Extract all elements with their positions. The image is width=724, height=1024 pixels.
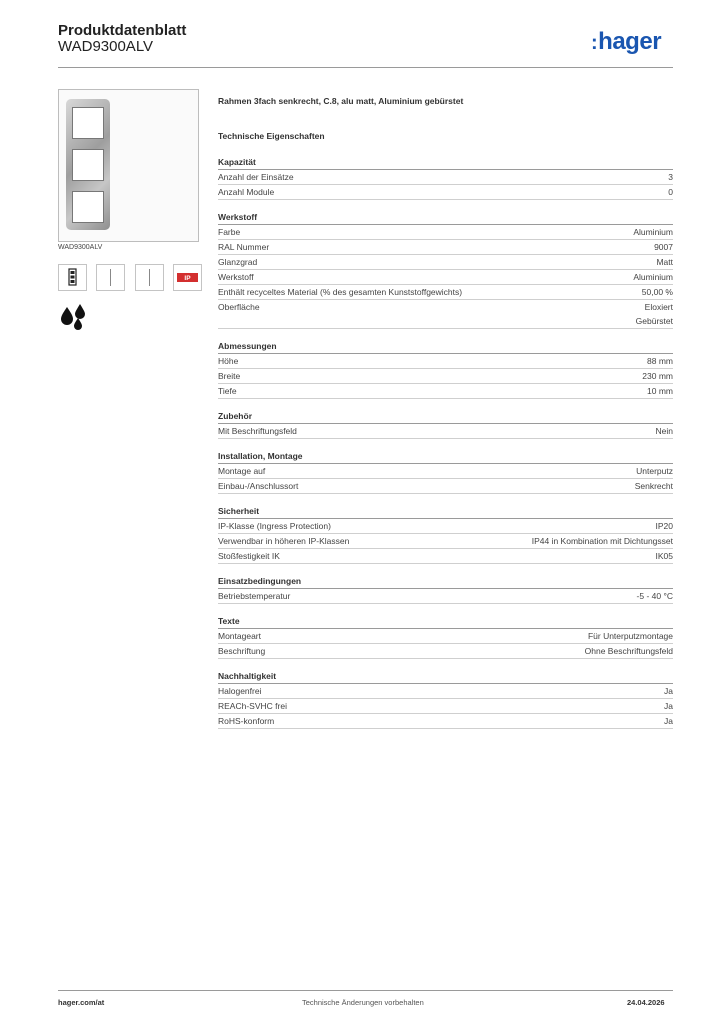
ip-rating-icon bbox=[173, 264, 202, 291]
ip-badge-text: IP bbox=[184, 275, 191, 282]
footer-website[interactable]: hager.com/at bbox=[58, 998, 105, 1007]
spec-label: Anzahl der Einsätze bbox=[218, 172, 294, 182]
section-title: Installation, Montage bbox=[218, 450, 673, 464]
spec-row bbox=[218, 225, 673, 240]
spec-value-line: Matt bbox=[656, 257, 673, 267]
spec-value-line: IP20 bbox=[655, 521, 673, 531]
spec-row bbox=[218, 255, 673, 270]
spec-value-line: Ohne Beschriftungsfeld bbox=[584, 646, 673, 656]
spec-row bbox=[218, 534, 673, 549]
spec-value-line: 88 mm bbox=[647, 356, 673, 366]
spec-value bbox=[664, 684, 673, 698]
spec-row bbox=[218, 170, 673, 185]
spec-value-line: Ja bbox=[664, 716, 673, 726]
spec-section bbox=[218, 505, 673, 564]
spec-row bbox=[218, 424, 673, 439]
spec-value bbox=[636, 464, 673, 478]
spec-label: RoHS-konform bbox=[218, 716, 275, 726]
spec-label: Anzahl Module bbox=[218, 187, 275, 197]
spec-value bbox=[585, 644, 673, 658]
logo-colon-icon: : bbox=[591, 32, 598, 54]
section-title: Werkstoff bbox=[218, 211, 673, 225]
product-image-label: WAD9300ALV bbox=[58, 244, 103, 251]
spec-label: RAL Nummer bbox=[218, 242, 270, 252]
spec-row bbox=[218, 384, 673, 399]
spec-label: Betriebstemperatur bbox=[218, 591, 291, 601]
spec-value bbox=[647, 354, 673, 368]
spec-section bbox=[218, 410, 673, 439]
spec-label: Enthält recyceltes Material (% des gesamten Kunststoffgewichts) bbox=[218, 287, 463, 297]
spec-section bbox=[218, 575, 673, 604]
footer-date: 24.04.2026 bbox=[627, 998, 665, 1007]
spec-section bbox=[218, 156, 673, 200]
spec-value bbox=[647, 384, 673, 398]
spec-value bbox=[633, 225, 673, 239]
spec-row bbox=[218, 240, 673, 255]
spec-row bbox=[218, 285, 673, 300]
spec-value bbox=[635, 479, 673, 493]
spec-value bbox=[588, 629, 673, 643]
article-number: WAD9300ALV bbox=[58, 38, 154, 55]
spec-value-line: Senkrecht bbox=[634, 481, 673, 491]
frame-opening bbox=[72, 149, 104, 181]
spec-value-line: Ja bbox=[664, 701, 673, 711]
spec-label: Einbau-/Anschlussort bbox=[218, 481, 299, 491]
spec-row bbox=[218, 629, 673, 644]
spec-row bbox=[218, 354, 673, 369]
spec-label: Stoßfestigkeit IK bbox=[218, 551, 280, 561]
section-title: Zubehör bbox=[218, 410, 673, 424]
spec-row bbox=[218, 684, 673, 699]
product-description: Rahmen 3fach senkrecht, C.8, alu matt, Aluminium gebürstet bbox=[218, 96, 464, 106]
spec-value-line: Aluminium bbox=[633, 272, 673, 282]
spec-row bbox=[218, 300, 673, 329]
spec-value bbox=[656, 424, 673, 438]
spec-section bbox=[218, 615, 673, 659]
spec-value bbox=[656, 549, 674, 563]
section-title: Kapazität bbox=[218, 156, 673, 170]
section-title: Einsatzbedingungen bbox=[218, 575, 673, 589]
spec-value-line: IP44 in Kombination mit Dichtungsset bbox=[531, 536, 673, 546]
spec-value-line: 50,00 % bbox=[641, 287, 673, 297]
spec-label: Verwendbar in höheren IP-Klassen bbox=[218, 536, 350, 546]
document-title: Produktdatenblatt bbox=[58, 22, 187, 39]
spec-section bbox=[218, 340, 673, 399]
hager-logo bbox=[591, 28, 661, 56]
spec-row bbox=[218, 270, 673, 285]
spec-value bbox=[664, 714, 673, 728]
spec-value bbox=[656, 519, 674, 533]
spec-row bbox=[218, 479, 673, 494]
logo-text: hager bbox=[598, 28, 662, 55]
spec-label: Beschriftung bbox=[218, 646, 266, 656]
spec-label: REACh-SVHC frei bbox=[218, 701, 287, 711]
frame-3fach-image bbox=[66, 99, 110, 230]
spec-row bbox=[218, 185, 673, 200]
spec-label: Halogenfrei bbox=[218, 686, 262, 696]
product-image bbox=[58, 89, 199, 242]
spec-row bbox=[218, 589, 673, 604]
header-divider bbox=[58, 67, 673, 68]
spec-label: Tiefe bbox=[218, 386, 237, 396]
spec-value bbox=[532, 534, 673, 548]
spec-row bbox=[218, 699, 673, 714]
spec-value bbox=[664, 699, 673, 713]
spec-value bbox=[642, 369, 673, 383]
spec-value-line: Unterputz bbox=[636, 466, 673, 476]
spec-value-line: 3 bbox=[668, 172, 673, 182]
spec-value-line: Eloxiert bbox=[644, 302, 673, 312]
vertical-mount-icon bbox=[135, 264, 164, 291]
spec-label: Breite bbox=[218, 371, 241, 381]
spec-label: Farbe bbox=[218, 227, 241, 237]
spec-label: IP-Klasse (Ingress Protection) bbox=[218, 521, 331, 531]
section-title: Texte bbox=[218, 615, 673, 629]
spec-value-line: Nein bbox=[655, 426, 673, 436]
spec-row bbox=[218, 369, 673, 384]
spec-value-line: 10 mm bbox=[647, 386, 673, 396]
spec-row bbox=[218, 549, 673, 564]
spec-value-line: Gebürstet bbox=[635, 316, 673, 326]
spec-value-line: IK05 bbox=[655, 551, 673, 561]
spec-row bbox=[218, 714, 673, 729]
spec-value-line: Ja bbox=[664, 686, 673, 696]
footer-disclaimer: Technische Änderungen vorbehalten bbox=[302, 998, 424, 1007]
vertical-mount-icon bbox=[96, 264, 125, 291]
spec-value bbox=[633, 270, 673, 284]
footer-divider bbox=[58, 990, 673, 991]
spec-value bbox=[636, 300, 673, 328]
spec-value-line: -5 - 40 °C bbox=[636, 591, 673, 601]
spec-row bbox=[218, 519, 673, 534]
spec-section bbox=[218, 450, 673, 494]
spec-label: Oberfläche bbox=[218, 302, 260, 312]
spec-section bbox=[218, 670, 673, 729]
spec-value-line: 9007 bbox=[654, 242, 673, 252]
spec-row bbox=[218, 644, 673, 659]
spec-section bbox=[218, 211, 673, 329]
spec-value bbox=[642, 285, 673, 299]
spec-value bbox=[637, 589, 673, 603]
spec-value bbox=[656, 255, 673, 269]
spec-value-line: Für Unterputzmontage bbox=[587, 631, 673, 641]
section-title: Nachhaltigkeit bbox=[218, 670, 673, 684]
spec-label: Mit Beschriftungsfeld bbox=[218, 426, 297, 436]
technical-properties-heading: Technische Eigenschaften bbox=[218, 131, 325, 141]
spec-value-line: Aluminium bbox=[633, 227, 673, 237]
specifications-table bbox=[218, 156, 673, 740]
spec-label: Montageart bbox=[218, 631, 261, 641]
spec-value-line: 0 bbox=[668, 187, 673, 197]
spec-value bbox=[668, 185, 673, 199]
frame-opening bbox=[72, 191, 104, 223]
spec-value bbox=[654, 240, 673, 254]
spec-value bbox=[668, 170, 673, 184]
frame-opening bbox=[72, 107, 104, 139]
water-drops-icon bbox=[58, 303, 90, 331]
spec-row bbox=[218, 464, 673, 479]
spec-label: Glanzgrad bbox=[218, 257, 258, 267]
section-title: Sicherheit bbox=[218, 505, 673, 519]
triple-frame-icon bbox=[58, 264, 87, 291]
section-title: Abmessungen bbox=[218, 340, 673, 354]
spec-value-line: 230 mm bbox=[642, 371, 673, 381]
spec-label: Montage auf bbox=[218, 466, 266, 476]
spec-label: Werkstoff bbox=[218, 272, 254, 282]
spec-label: Höhe bbox=[218, 356, 239, 366]
